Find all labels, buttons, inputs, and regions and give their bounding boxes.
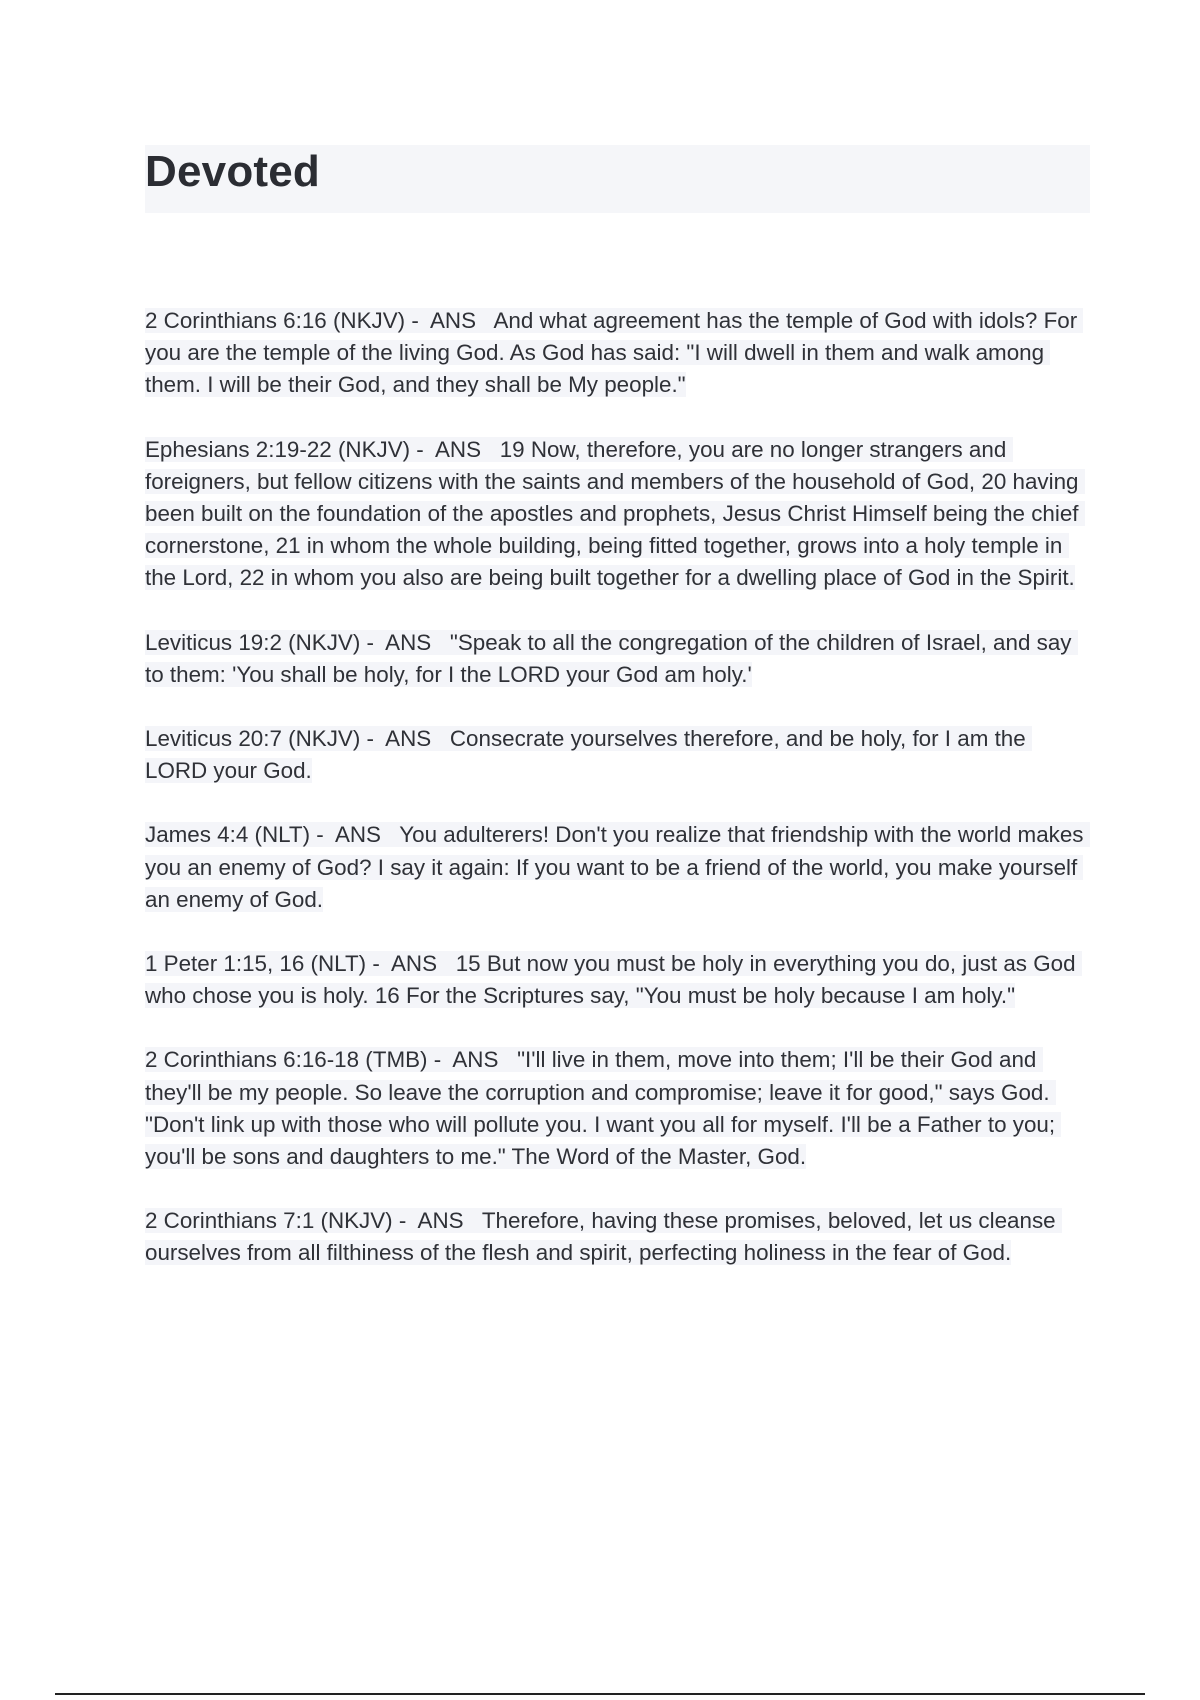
verse-text: "I'll live in them, move into them; I'll be their God and they'll be my people. So leave the corruption and compromise; leave it for good," says God. "Don't link up with those who will pollute you. I want you all for myself. I'll be a Father to you; you'll be sons and daughters to me." The Word of the Master, God. bbox=[145, 1047, 1062, 1170]
verse-reference: Leviticus 19:2 (NKJV) - bbox=[145, 629, 381, 655]
answer-marker: ANS bbox=[430, 436, 488, 462]
verse-text: 15 But now you must be holy in everything you do, just as God who chose you is holy. 16 For the Scriptures say, "You must be holy because I am holy." bbox=[145, 951, 1082, 1009]
flashcard-entry bbox=[145, 948, 1090, 1012]
answer-marker: ANS bbox=[425, 308, 483, 333]
flashcard-entry bbox=[145, 1205, 1090, 1269]
entry-highlight bbox=[145, 951, 1082, 1008]
flashcard-entry bbox=[145, 627, 1090, 691]
entry-highlight bbox=[145, 1047, 1061, 1169]
flashcard-entry bbox=[145, 819, 1090, 916]
answer-marker: ANS bbox=[412, 1208, 470, 1234]
flashcard-entry bbox=[145, 1044, 1090, 1173]
verse-reference: 2 Corinthians 7:1 (NKJV) - bbox=[145, 1208, 413, 1234]
flashcard-list bbox=[145, 305, 1090, 1302]
verse-text: Consecrate yourselves therefore, and be holy, for I am the LORD your God. bbox=[145, 726, 1032, 784]
verse-reference: 2 Corinthians 6:16-18 (TMB) - bbox=[145, 1047, 448, 1073]
verse-text: Therefore, having these promises, beloved, let us cleanse ourselves from all filthiness of the flesh and spirit, perfecting holiness in the fear of God. bbox=[145, 1208, 1062, 1266]
entry-highlight bbox=[145, 308, 1083, 397]
verse-text: 19 Now, therefore, you are no longer strangers and foreigners, but fellow citizens with the saints and members of the household of God, 20 having been built on the foundation of the apostles and prophets, Jesus Christ Himself being the chief cornerstone, 21 in whom the whole building, being fitted together, grows into a holy temple in the Lord, 22 in whom you also are being built together for a dwelling place of God in the Spirit. bbox=[145, 436, 1085, 591]
entry-highlight bbox=[145, 1208, 1062, 1265]
verse-reference: Ephesians 2:19-22 (NKJV) - bbox=[145, 436, 430, 462]
verse-text: "Speak to all the congregation of the children of Israel, and say to them: 'You shall be holy, for I the LORD your God am holy.' bbox=[145, 629, 1078, 687]
entry-highlight bbox=[145, 726, 1032, 783]
flashcard-entry bbox=[145, 434, 1090, 595]
entry-highlight bbox=[145, 437, 1085, 591]
answer-marker: ANS bbox=[386, 951, 444, 977]
verse-reference: Leviticus 20:7 (NKJV) - bbox=[145, 726, 381, 752]
verse-text: You adulterers! Don't you realize that friendship with the world makes you an enemy of God? I say it again: If you want to be a friend of the world, you make yourself an enemy of God. bbox=[145, 822, 1090, 912]
page-title: Devoted bbox=[145, 147, 320, 196]
footer-divider bbox=[55, 1693, 1145, 1695]
flashcard-entry bbox=[145, 305, 1090, 402]
answer-marker: ANS bbox=[380, 629, 438, 655]
entry-highlight bbox=[145, 630, 1078, 687]
answer-marker: ANS bbox=[447, 1047, 505, 1073]
answer-marker: ANS bbox=[329, 822, 388, 848]
verse-reference: James 4:4 (NLT) - bbox=[145, 822, 330, 848]
entry-highlight bbox=[145, 822, 1090, 911]
flashcard-entry bbox=[145, 723, 1090, 787]
verse-text: And what agreement has the temple of God with idols? For you are the temple of the living God. As God has said: "I will dwell in them and walk among them. I will be their God, and they shall be My people." bbox=[145, 308, 1084, 398]
verse-reference: 2 Corinthians 6:16 (NKJV) - bbox=[145, 308, 425, 333]
answer-marker: ANS bbox=[380, 726, 438, 752]
verse-reference: 1 Peter 1:15, 16 (NLT) - bbox=[145, 951, 387, 977]
